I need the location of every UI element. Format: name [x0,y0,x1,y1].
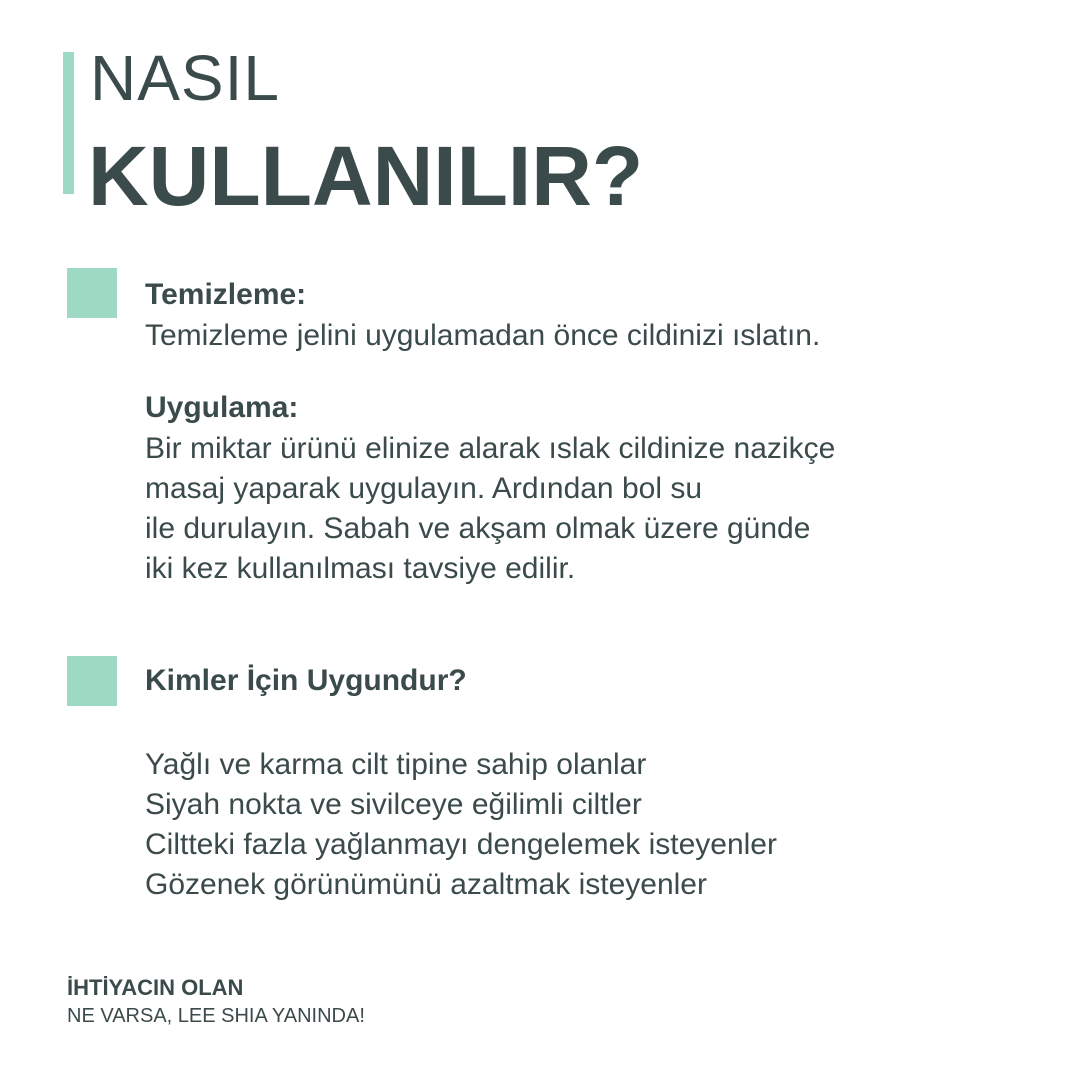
suitable-section [145,656,1045,905]
application-line: Bir miktar ürünü elinize alarak ıslak cildinize nazikçe [145,432,836,465]
footer-line2: NE VARSA, LEE SHIA YANINDA! [67,1005,365,1027]
page-title-line1: NASIL [90,42,280,114]
usage-section [145,274,1045,589]
suitable-heading: Kimler İçin Uygundur? [145,664,467,697]
application-line: ile durulayın. Sabah ve akşam olmak üzere günde [145,512,811,545]
application-line: masaj yaparak uygulayın. Ardından bol su [145,472,703,505]
footer-slogan [67,974,365,1030]
footer-line1: İHTİYACIN OLAN [67,975,244,1000]
page-title-line2: KULLANILIR? [88,129,644,223]
application-heading: Uygulama: [145,391,299,424]
cleansing-text: Temizleme jelini uygulamadan önce cildinizi ıslatın. [145,319,821,352]
suitable-list-item: Yağlı ve karma cilt tipine sahip olanlar [145,748,647,781]
suitable-list-item: Ciltteki fazla yağlanmayı dengelemek isteyenler [145,828,777,861]
application-line: iki kez kullanılması tavsiye edilir. [145,552,576,585]
section-marker-usage [67,268,117,318]
suitable-list-item: Siyah nokta ve sivilceye eğilimli ciltler [145,788,642,821]
title-accent-bar [63,52,74,194]
cleansing-heading: Temizleme: [145,278,307,311]
suitable-list-item: Gözenek görünümünü azaltmak isteyenler [145,868,707,901]
section-marker-suitable [67,656,117,706]
